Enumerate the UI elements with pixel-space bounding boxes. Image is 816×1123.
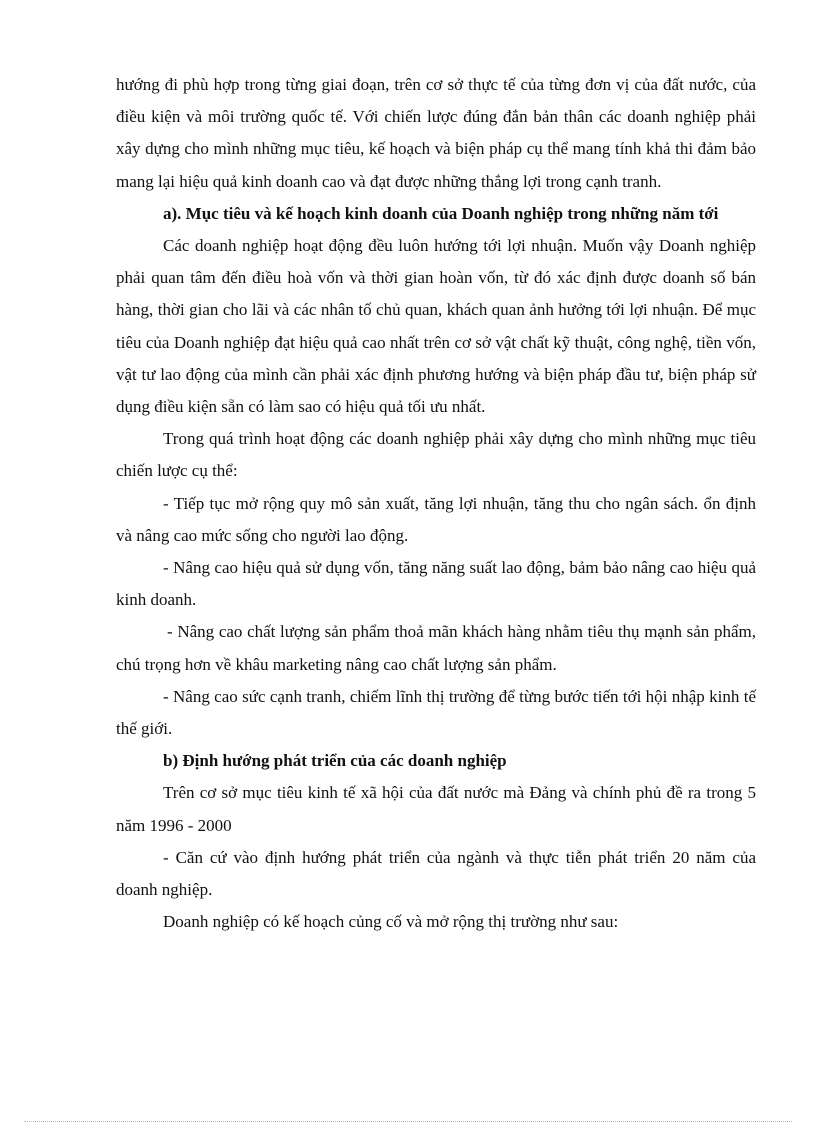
paragraph-profit-goal: Các doanh nghiệp hoạt động đều luôn hướng tới lợi nhuận. Muốn vậy Doanh nghiệp phải quan tâm đến điều hoà vốn và thời gian hoàn vốn, từ đó xác định được doanh số bán hàng, thời gian cho lãi và các nhân tố chủ quan, khách quan ảnh hưởng tới lợi nhuận. Để mục tiêu của Doanh nghiệp đạt hiệu quả cao nhất trên cơ sở vật chất kỹ thuật, công nghệ, tiền vốn, vật tư lao động của mình cần phải xác định phương hướng và biện pháp đầu tư, biện pháp sử dụng điều kiện sẵn có làm sao có hiệu quả tối ưu nhất. [116,236,756,417]
heading-a-objectives: a). Mục tiêu và kế hoạch kinh doanh của Doanh nghiệp trong những năm tới [163,203,719,223]
list-item-competitiveness: - Nâng cao sức cạnh tranh, chiếm lĩnh thị trường để từng bước tiến tới hội nhập kinh tế thế giới. [116,686,756,739]
page-bottom-divider [24,1121,792,1122]
paragraph-strategy-intro: Trong quá trình hoạt động các doanh nghiệp phải xây dựng cho mình những mục tiêu chiến lược cụ thể: [116,429,756,481]
paragraph-intro-continuation: hướng đi phù hợp trong từng giai đoạn, trên cơ sở thực tế của từng đơn vị của đất nước, của điều kiện và môi trường quốc tế. Với chiến lược đúng đắn bản thân các doanh nghiệp phải xây dựng cho mình những mục tiêu, kế hoạch và biện pháp cụ thể mang tính khả thi đảm bảo mang lại hiệu quả kinh doanh cao và đạt được những thắng lợi trong cạnh tranh. [116,75,756,191]
list-item-capital-efficiency: - Nâng cao hiệu quả sử dụng vốn, tăng năng suất lao động, bảm bảo nâng cao hiệu quả kinh doanh. [116,558,756,610]
paragraph-national-goals: Trên cơ sở mục tiêu kinh tế xã hội của đất nước mà Đảng và chính phủ đề ra trong 5 năm 1996 - 2000 [116,783,756,835]
list-item-expand-production: - Tiếp tục mở rộng quy mô sản xuất, tăng lợi nhuận, tăng thu cho ngân sách. ổn định và nâng cao mức sống cho người lao động. [116,493,756,545]
list-item-industry-orientation: - Căn cứ vào định hướng phát triển của ngành và thực tiễn phát triển 20 năm của doanh nghiệp. [116,847,756,900]
list-item-product-quality: - Nâng cao chất lượng sản phẩm thoả mãn khách hàng nhằm tiêu thụ mạnh sản phẩm, chú trọng hơn về khâu marketing nâng cao chất lượng sản phẩm. [116,622,756,674]
body-text [116,69,756,938]
heading-b-development: b) Định hướng phát triển của các doanh nghiệp [163,751,507,771]
paragraph-market-plan: Doanh nghiệp có kế hoạch củng cố và mở rộng thị trường như sau: [163,912,619,932]
